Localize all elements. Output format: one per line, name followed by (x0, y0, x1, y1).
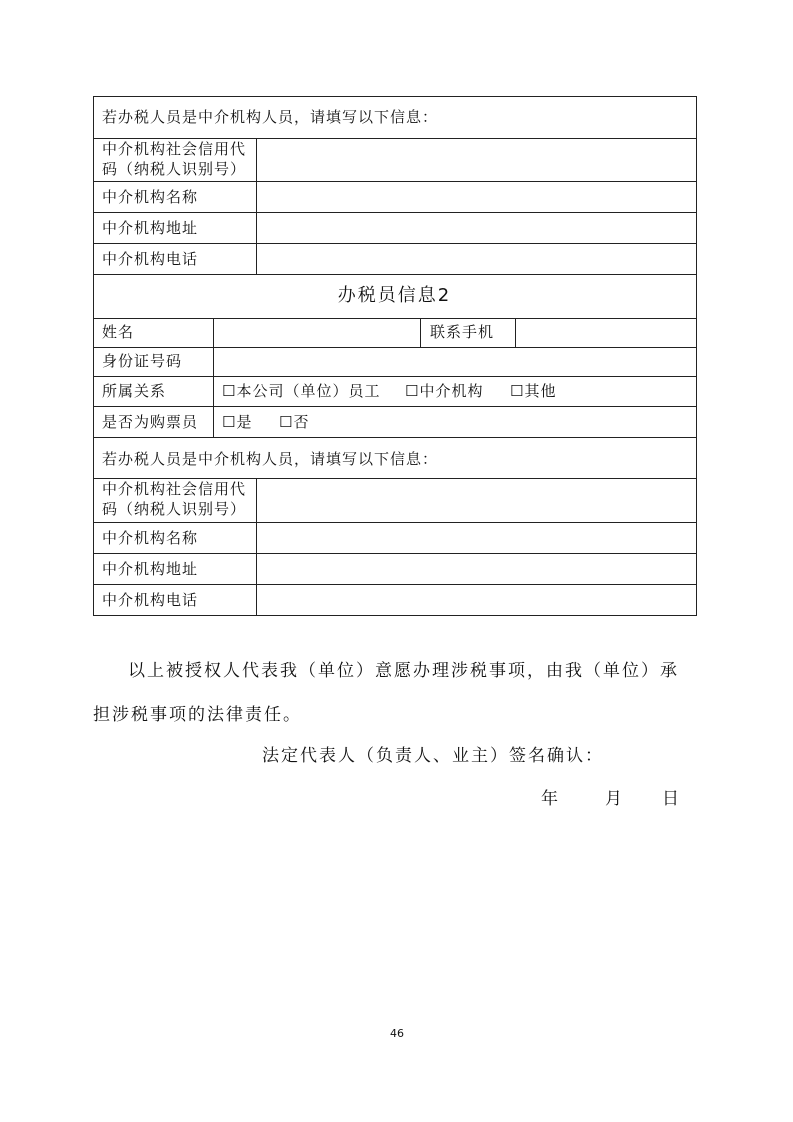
credit-code-label (102, 139, 246, 179)
relation-option-intermediary[interactable]: ☐中介机构 (405, 382, 484, 400)
table-border-left (93, 96, 94, 616)
signature-label: 法定代表人（负责人、业主）签名确认： (262, 746, 604, 766)
credit-code-label-line2: 码（纳税人识别号） (102, 160, 247, 178)
buyer-option-no[interactable]: ☐否 (279, 413, 310, 431)
mobile-label: 联系手机 (430, 323, 495, 341)
intermediary-address-label: 中介机构地址 (102, 219, 199, 237)
table-border-right (696, 96, 697, 616)
credit-code-label-2-line2: 码（纳税人识别号） (102, 500, 247, 518)
intermediary-note-2: 若办税人员是中介机构人员，请填写以下信息： (102, 450, 439, 468)
intermediary-phone-label-2: 中介机构电话 (102, 591, 199, 609)
table-rule (93, 96, 696, 97)
buyer-option-yes[interactable]: ☐是 (222, 413, 253, 431)
intermediary-address-input-2[interactable] (257, 554, 695, 583)
credit-code-label-2-line1: 中介机构社会信用代 (102, 480, 247, 498)
declaration-line2: 担涉税事项的法律责任。 (93, 705, 302, 725)
table-rule (93, 376, 696, 377)
intermediary-address-input[interactable] (257, 213, 695, 242)
mobile-input[interactable] (516, 319, 695, 346)
table-divider (420, 318, 421, 347)
table-rule (93, 274, 696, 275)
intermediary-name-label-2: 中介机构名称 (102, 529, 199, 547)
credit-code-input[interactable] (257, 139, 695, 180)
buyer-label: 是否为购票员 (102, 413, 199, 431)
person-name-input[interactable] (214, 319, 419, 346)
intermediary-phone-input-2[interactable] (257, 585, 695, 614)
intermediary-note: 若办税人员是中介机构人员，请填写以下信息： (102, 108, 439, 126)
date-month: 月 (605, 789, 624, 809)
page-number: 46 (390, 1027, 404, 1040)
intermediary-phone-label: 中介机构电话 (102, 250, 199, 268)
credit-code-label-line1: 中介机构社会信用代 (102, 140, 247, 158)
intermediary-name-label: 中介机构名称 (102, 188, 199, 206)
relation-option-employee[interactable]: ☐本公司（单位）员工 (222, 382, 381, 400)
id-number-input[interactable] (214, 348, 695, 375)
id-number-label: 身份证号码 (102, 352, 183, 370)
section-title: 办税员信息2 (337, 285, 452, 306)
date-day: 日 (662, 789, 681, 809)
intermediary-phone-input[interactable] (257, 244, 695, 273)
person-name-label: 姓名 (102, 323, 135, 341)
relation-option-other[interactable]: ☐其他 (510, 382, 557, 400)
declaration-line1: 以上被授权人代表我（单位）意愿办理涉税事项，由我（单位）承 (128, 661, 679, 681)
intermediary-name-input[interactable] (257, 182, 695, 211)
relation-label: 所属关系 (102, 382, 167, 400)
table-rule (93, 406, 696, 407)
table-rule (93, 615, 696, 616)
intermediary-address-label-2: 中介机构地址 (102, 560, 199, 578)
credit-code-input-2[interactable] (257, 479, 695, 521)
table-rule (93, 437, 696, 438)
intermediary-name-input-2[interactable] (257, 523, 695, 552)
date-year: 年 (541, 789, 560, 809)
credit-code-label-2 (102, 479, 246, 519)
